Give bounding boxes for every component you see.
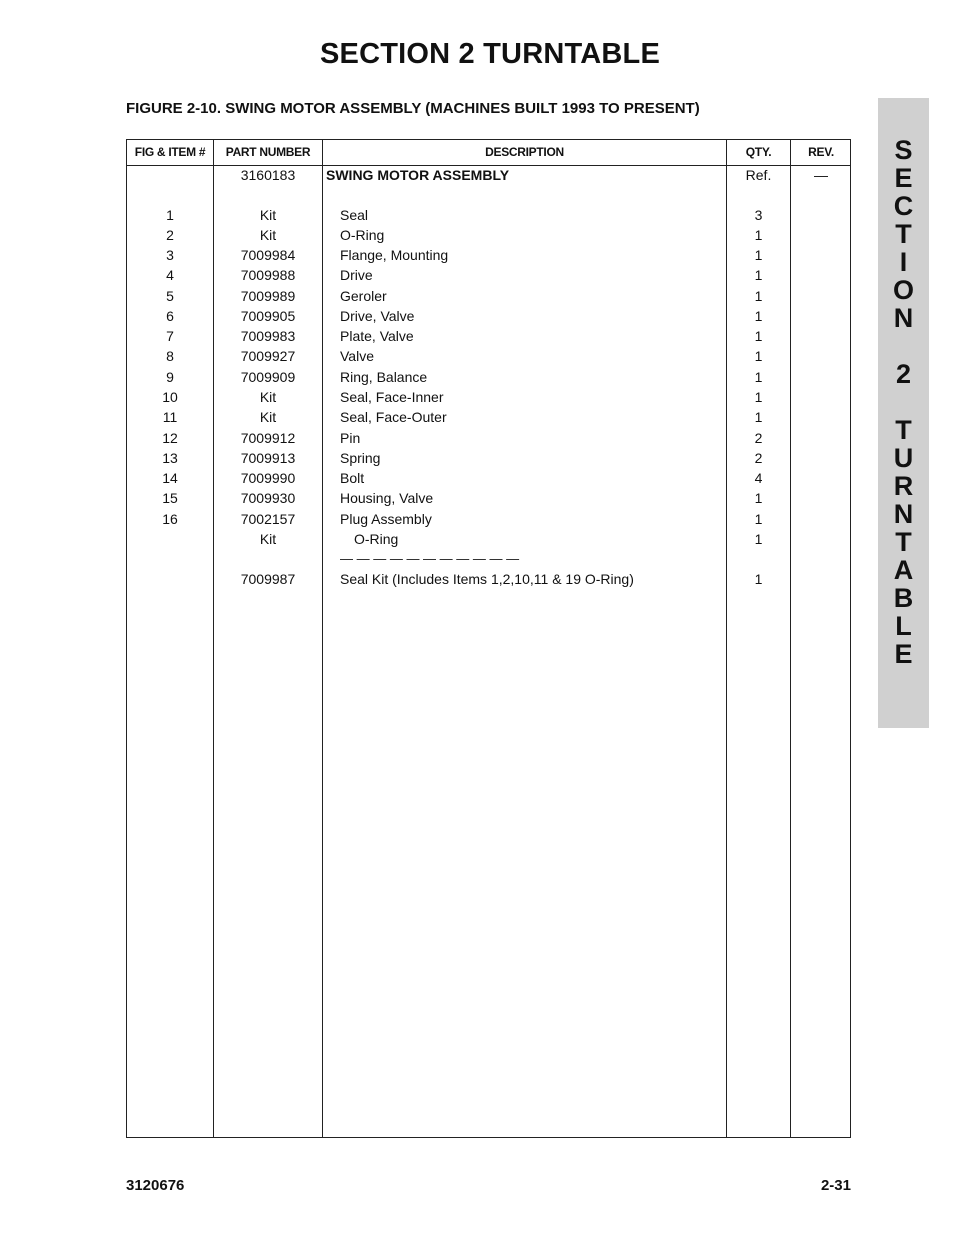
qty-cell: Ref. xyxy=(745,167,772,183)
document-number: 3120676 xyxy=(126,1177,185,1194)
table-row xyxy=(127,245,850,265)
part-number-cell: 7009913 xyxy=(240,450,296,466)
description-cell: SWING MOTOR ASSEMBLY xyxy=(326,167,510,183)
fig-item-cell: 11 xyxy=(162,409,178,425)
page-number: 2-31 xyxy=(820,1177,851,1194)
table-row xyxy=(127,205,850,225)
fig-item-cell: 6 xyxy=(166,308,174,324)
description-cell: Housing, Valve xyxy=(340,490,434,506)
side-tab-letter: U xyxy=(893,443,914,473)
side-tab-letter: B xyxy=(893,583,914,613)
fig-item-cell: 7 xyxy=(166,328,174,344)
table-row xyxy=(127,265,850,285)
part-number-cell: 7009909 xyxy=(240,369,296,385)
part-number-cell: 7009987 xyxy=(240,571,296,587)
table-row xyxy=(127,306,850,326)
side-tab-letter: S xyxy=(894,135,913,165)
description-cell: Drive xyxy=(340,267,373,283)
fig-item-cell: 16 xyxy=(162,511,178,527)
qty-cell: 1 xyxy=(754,288,763,304)
qty-cell: 2 xyxy=(754,450,763,466)
side-tab-letter: C xyxy=(893,191,914,221)
table-row xyxy=(127,326,850,346)
description-cell: Seal, Face-Outer xyxy=(340,409,447,425)
description-cell: O-Ring xyxy=(340,227,385,243)
qty-cell: 1 xyxy=(754,267,763,283)
qty-cell: 1 xyxy=(754,348,763,364)
qty-cell: 4 xyxy=(754,470,763,486)
fig-item-cell: 3 xyxy=(166,247,174,263)
part-number-cell: 3160183 xyxy=(240,167,296,183)
rev-cell: — xyxy=(814,167,828,183)
part-number-cell: Kit xyxy=(259,389,277,405)
part-number-cell: Kit xyxy=(259,409,277,425)
part-number-cell: 7009989 xyxy=(240,288,296,304)
header-description: DESCRIPTION xyxy=(485,145,564,159)
qty-cell: 1 xyxy=(754,571,763,587)
fig-item-cell: 4 xyxy=(166,267,174,283)
table-row xyxy=(127,509,850,529)
part-number-cell: 7009905 xyxy=(240,308,296,324)
description-cell: Bolt xyxy=(340,470,365,486)
part-number-cell: 7009984 xyxy=(240,247,296,263)
side-tab-letter: A xyxy=(893,555,914,585)
table-row xyxy=(127,529,850,549)
side-tab-letter: E xyxy=(894,639,913,669)
qty-cell: 1 xyxy=(754,247,763,263)
qty-cell: 1 xyxy=(754,531,763,547)
description-cell: Plug Assembly xyxy=(340,511,432,527)
section-side-tab xyxy=(878,98,929,728)
description-cell: Seal xyxy=(340,207,369,223)
qty-cell: 3 xyxy=(754,207,763,223)
part-number-cell: Kit xyxy=(259,531,277,547)
part-number-cell: 7009912 xyxy=(240,430,296,446)
qty-cell: 1 xyxy=(754,308,763,324)
fig-item-cell: 15 xyxy=(162,490,178,506)
side-tab-letter: N xyxy=(893,499,914,529)
description-cell: Flange, Mounting xyxy=(340,247,449,263)
table-row xyxy=(127,549,850,569)
table-row xyxy=(127,286,850,306)
side-tab-letter: I xyxy=(899,247,908,277)
fig-item-cell: 10 xyxy=(162,389,178,405)
description-cell: Seal Kit (Includes Items 1,2,10,11 & 19 O-Ring) xyxy=(340,571,634,587)
part-number-cell: 7009927 xyxy=(240,348,296,364)
fig-item-cell: 13 xyxy=(162,450,178,466)
side-tab-letter: T xyxy=(895,415,912,445)
part-number-cell: Kit xyxy=(259,207,277,223)
part-number-cell: Kit xyxy=(259,227,277,243)
description-cell: O-Ring xyxy=(354,531,399,547)
table-row xyxy=(127,488,850,508)
table-row xyxy=(127,225,850,245)
qty-cell: 1 xyxy=(754,409,763,425)
qty-cell: 1 xyxy=(754,227,763,243)
fig-item-cell: 1 xyxy=(166,207,174,223)
qty-cell: 1 xyxy=(754,369,763,385)
table-row xyxy=(127,165,850,185)
side-tab-letter: L xyxy=(895,611,912,641)
side-tab-letter: 2 xyxy=(895,359,912,389)
part-number-cell: 7009988 xyxy=(240,267,296,283)
table-row xyxy=(127,387,850,407)
table-row xyxy=(127,346,850,366)
qty-cell: 1 xyxy=(754,328,763,344)
qty-cell: 1 xyxy=(754,490,763,506)
part-number-cell: 7009930 xyxy=(240,490,296,506)
fig-item-cell: 8 xyxy=(166,348,174,364)
description-cell: Geroler xyxy=(340,288,387,304)
qty-cell: 1 xyxy=(754,511,763,527)
figure-title: FIGURE 2-10. SWING MOTOR ASSEMBLY (MACHINES BUILT 1993 TO PRESENT) xyxy=(126,100,700,117)
table-row xyxy=(127,367,850,387)
header-part-number: PART NUMBER xyxy=(225,145,311,159)
part-number-cell: 7009983 xyxy=(240,328,296,344)
parts-table xyxy=(126,139,851,1138)
description-cell: Pin xyxy=(340,430,361,446)
table-row xyxy=(127,468,850,488)
fig-item-cell: 12 xyxy=(162,430,178,446)
side-tab-letter: T xyxy=(895,527,912,557)
separator-dashes: — — — — — — — — — — — xyxy=(340,551,520,566)
description-cell: Plate, Valve xyxy=(340,328,414,344)
header-fig-item: FIG & ITEM # xyxy=(134,145,206,159)
side-tab-letter: O xyxy=(892,275,914,305)
fig-item-cell: 5 xyxy=(166,288,174,304)
side-tab-letter: T xyxy=(895,219,912,249)
header-rev: REV. xyxy=(808,145,834,159)
part-number-cell: 7002157 xyxy=(240,511,296,527)
table-row xyxy=(127,407,850,427)
description-cell: Valve xyxy=(340,348,374,364)
table-row xyxy=(127,428,850,448)
side-tab-letter: E xyxy=(894,163,913,193)
qty-cell: 2 xyxy=(754,430,763,446)
section-title: SECTION 2 TURNTABLE xyxy=(320,38,660,70)
header-qty: QTY. xyxy=(745,145,772,159)
fig-item-cell: 9 xyxy=(166,369,174,385)
part-number-cell: 7009990 xyxy=(240,470,296,486)
description-cell: Drive, Valve xyxy=(340,308,415,324)
table-row xyxy=(127,448,850,468)
qty-cell: 1 xyxy=(754,389,763,405)
fig-item-cell: 2 xyxy=(166,227,174,243)
side-tab-letter: N xyxy=(893,303,914,333)
description-cell: Seal, Face-Inner xyxy=(340,389,444,405)
description-cell: Ring, Balance xyxy=(340,369,428,385)
table-row xyxy=(127,569,850,589)
fig-item-cell: 14 xyxy=(162,470,178,486)
description-cell: Spring xyxy=(340,450,381,466)
side-tab-letter: R xyxy=(893,471,914,501)
